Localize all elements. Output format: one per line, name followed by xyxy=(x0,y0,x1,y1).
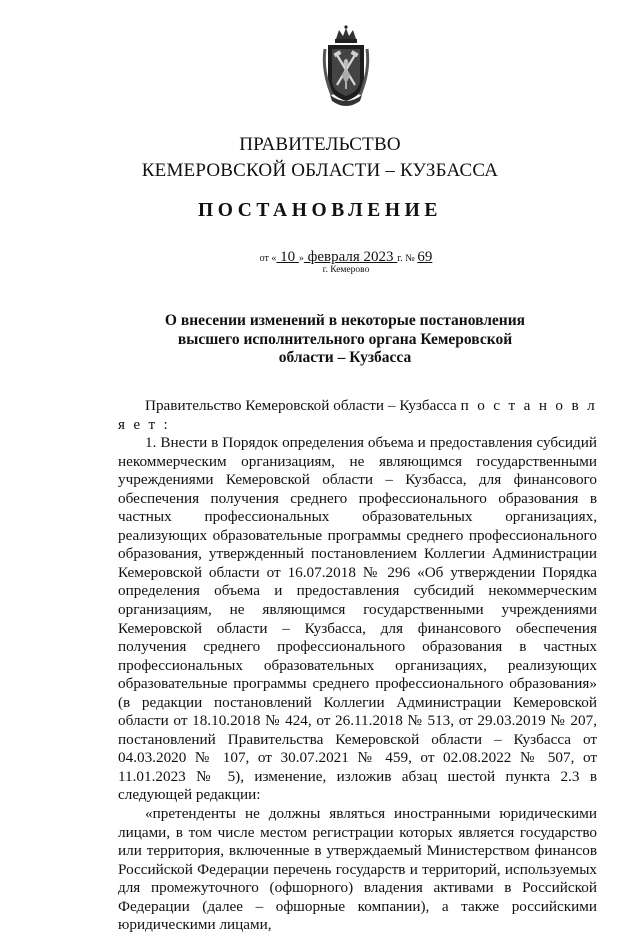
date-day: 10 xyxy=(276,249,299,265)
date-month-year: февраля 2023 xyxy=(303,249,398,265)
government-title-line1: ПРАВИТЕЛЬСТВО xyxy=(239,134,401,155)
date-number-line xyxy=(0,249,640,266)
document-place: г. Кемерово xyxy=(322,265,370,275)
document-subject: О внесении изменений в некоторые постановления высшего исполнительного органа Кемеровской области – Кузбасса xyxy=(164,312,526,366)
government-title-line2: КЕМЕРОВСКОЙ ОБЛАСТИ – КУЗБАССА xyxy=(141,160,499,181)
document-type-title: ПОСТАНОВЛЕНИЕ xyxy=(197,200,443,221)
date-from-label: от « xyxy=(259,253,277,264)
paragraph-1: 1. Внести в Порядок определения объема и предоставления субсидий некоммерческим организациям, не являющимся государственными учреждениями Кемеровской области – Кузбасса, для финансового обеспечения получения среднего профессионального образования в частных профессиональных образовательных организациях, реализующих образовательные программы среднего профессионального образования, утвержденный постановлением Коллегии Администрации Кемеровской области от 16.07.2018 № 296 «Об утверждении Порядка определения объема и предоставления субсидий некоммерческим организациям, не являющимся государственными учреждениями Кемеровской области – Кузбасса, для финансового обеспечения получения среднего профессионального образования в частных профессиональных образовательных организациях, реализующих образовательные программы среднего профессионального образования» (в редакции постановлений Коллегии Администрации Кемеровской области от 18.10.2018 № 424, от 26.11.2018 № 513, от 29.03.2019 № 207, постановлений Правительства Кемеровской области – Кузбасса от 04.03.2020 № 107, от 30.07.2021 № 459, от 02.08.2022 № 507, от 11.01.2023 № 5), изменение, изложив абзац шестой пункта 2.3 в следующей редакции: xyxy=(118,434,597,804)
intro-decree-word: п о с т а н о в л я е т : xyxy=(118,397,597,433)
document-body xyxy=(118,397,597,935)
intro-paragraph xyxy=(118,397,597,434)
intro-lead: Правительство Кемеровской области – Кузбасса xyxy=(145,397,461,414)
date-close-quote: » xyxy=(298,253,304,264)
document-number: 69 xyxy=(417,249,433,265)
document-number-label: № xyxy=(405,253,415,264)
paragraph-2: «претенденты не должны являться иностранными юридическими лицами, в том числе местом регистрации которых является государство или территория, включенные в утверждаемый Министерством финансов Российской Федерации перечень государств и территорий, используемых для промежуточного (офшорного) владения активами в Российской Федерации (далее – офшорные компании), а также российскими юридическими лицами, xyxy=(118,805,597,934)
date-year-suffix: г. xyxy=(397,253,403,264)
coat-of-arms-emblem xyxy=(322,25,370,107)
